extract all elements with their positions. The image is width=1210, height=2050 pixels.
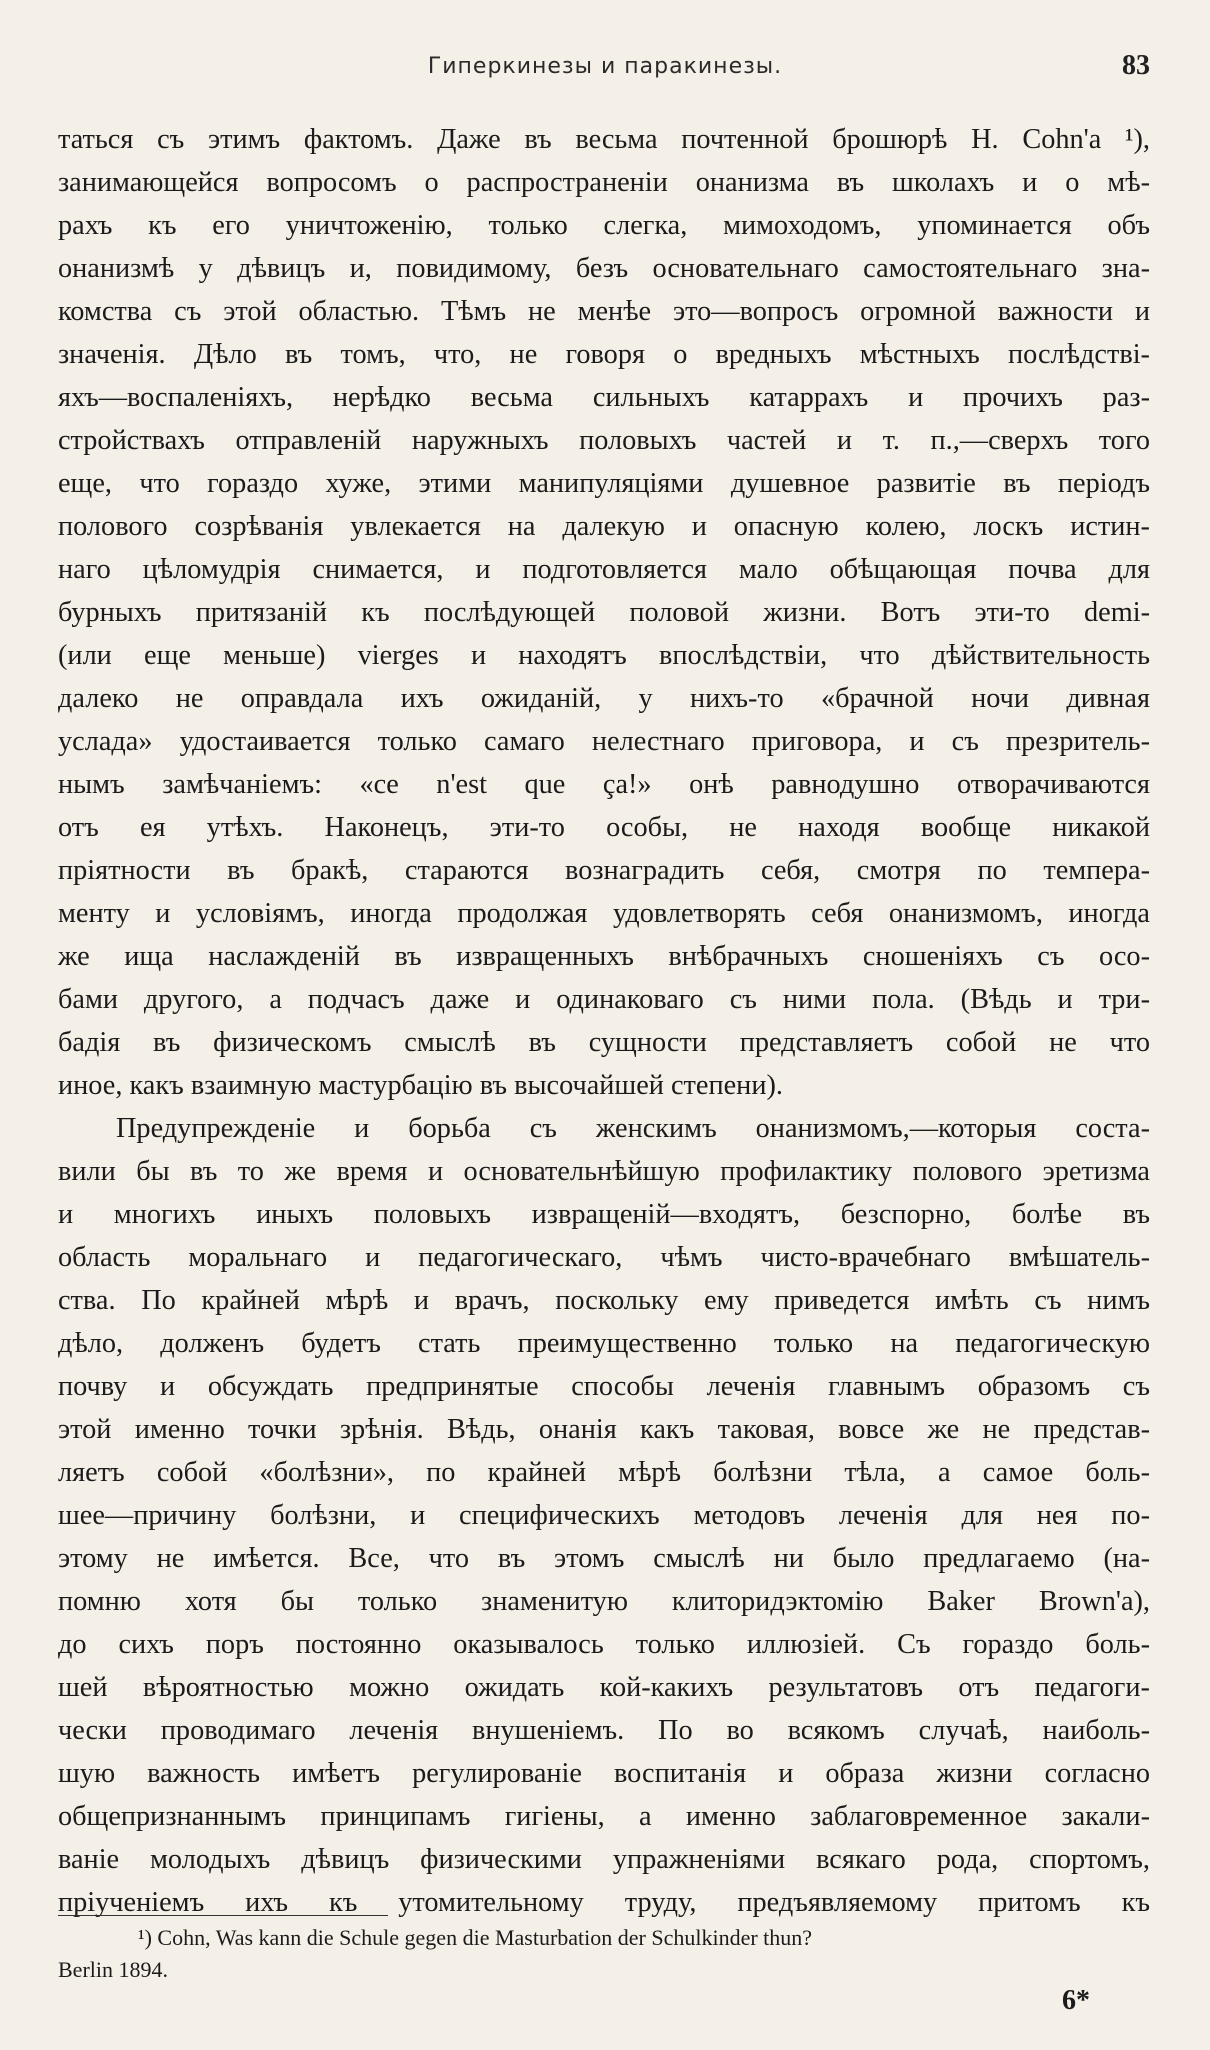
text-line: наго цѣломудрія снимается, и подготовляется мало обѣщающая почва для bbox=[58, 554, 1150, 585]
text-line: вили бы въ то же время и основательнѣйшую профилактику полового эретизма bbox=[58, 1156, 1150, 1187]
text-line: шую важность имѣетъ регулированіе воспитанія и образа жизни согласно bbox=[58, 1758, 1150, 1789]
text-line: полового созрѣванія увлекается на далекую и опасную колею, лоскъ истин- bbox=[58, 511, 1150, 542]
body-text bbox=[58, 118, 1150, 1924]
text-line: дѣло, долженъ будетъ стать преимущественно только на педагогическую bbox=[58, 1328, 1150, 1359]
text-line: значенія. Дѣло въ томъ, что, не говоря о вредныхъ мѣстныхъ послѣдстві- bbox=[58, 339, 1150, 370]
text-line: иное, какъ взаимную мастурбацію въ высочайшей степени). bbox=[58, 1070, 783, 1101]
text-line: бами другого, а подчасъ даже и одинаковаго съ ними пола. (Вѣдь и три- bbox=[58, 984, 1150, 1015]
text-line: далеко не оправдала ихъ ожиданій, у нихъ-то «брачной ночи дивная bbox=[58, 683, 1150, 714]
text-line: помню хотя бы только знаменитую клиторидэктомію Baker Brown'a), bbox=[58, 1586, 1150, 1617]
text-line: до сихъ поръ постоянно оказывалось только иллюзіей. Съ гораздо боль- bbox=[58, 1629, 1150, 1660]
text-line: ства. По крайней мѣрѣ и врачъ, поскольку ему приведется имѣть съ нимъ bbox=[58, 1285, 1150, 1316]
text-line: яхъ—воспаленіяхъ, нерѣдко весьма сильныхъ катаррахъ и прочихъ раз- bbox=[58, 382, 1150, 413]
text-line: (или еще меньше) vierges и находятъ впослѣдствіи, что дѣйствительность bbox=[58, 640, 1150, 671]
text-line: менту и условіямъ, иногда продолжая удовлетворять себя онанизмомъ, иногда bbox=[58, 898, 1150, 929]
text-line: еще, что гораздо хуже, этими манипуляціями душевное развитіе въ періодъ bbox=[58, 468, 1150, 499]
text-line: общепризнаннымъ принципамъ гигіены, а именно заблаговременное закали- bbox=[58, 1801, 1150, 1832]
text-line: область моральнаго и педагогическаго, чѣмъ чисто-врачебнаго вмѣшатель- bbox=[58, 1242, 1150, 1273]
text-line: ваніе молодыхъ дѣвицъ физическими упражненіями всякаго рода, спортомъ, bbox=[58, 1844, 1150, 1875]
text-line: бадія въ физическомъ смыслѣ въ сущности представляетъ собой не что bbox=[58, 1027, 1150, 1058]
text-line: пріученіемъ ихъ къ утомительному труду, предъявляемому притомъ къ bbox=[58, 1887, 1150, 1918]
text-line: этой именно точки зрѣнія. Вѣдь, онанія какъ таковая, вовсе же не представ- bbox=[58, 1414, 1150, 1445]
text-line: таться съ этимъ фактомъ. Даже въ весьма почтенной брошюрѣ H. Cohn'a ¹), bbox=[58, 124, 1150, 155]
text-line: отъ ея утѣхъ. Наконецъ, эти-то особы, не находя вообще никакой bbox=[58, 812, 1150, 843]
footnote bbox=[58, 1922, 1150, 1986]
text-line: же ища наслажденій въ извращенныхъ внѣбрачныхъ сношеніяхъ съ осо- bbox=[58, 941, 1150, 972]
footnote-line: ¹) Cohn, Was kann die Schule gegen die Masturbation der Schulkinder thun? bbox=[138, 1925, 813, 1950]
text-line: бурныхъ притязаній къ послѣдующей половой жизни. Вотъ эти-то demi- bbox=[58, 597, 1150, 628]
text-line: занимающейся вопросомъ о распространеніи онанизма въ школахъ и о мѣ- bbox=[58, 167, 1150, 198]
text-line: шей вѣроятностью можно ожидать кой-какихъ результатовъ отъ педагоги- bbox=[58, 1672, 1150, 1703]
text-line: пріятности въ бракѣ, стараются вознаградить себя, смотря по темпера- bbox=[58, 855, 1150, 886]
footnote-line: Berlin 1894. bbox=[58, 1957, 168, 1982]
text-line: Предупрежденіе и борьба съ женскимъ онанизмомъ,—которыя соста- bbox=[116, 1113, 1150, 1144]
signature-mark: 6* bbox=[1062, 1985, 1090, 2016]
footnote-rule bbox=[58, 1915, 388, 1916]
text-line: услада» удостаивается только самаго нелестнаго приговора, и съ презритель- bbox=[58, 726, 1150, 757]
text-line: почву и обсуждать предпринятые способы леченія главнымъ образомъ съ bbox=[58, 1371, 1150, 1402]
text-line: комства съ этой областью. Тѣмъ не менѣе это—вопросъ огромной важности и bbox=[58, 296, 1150, 327]
running-header bbox=[60, 48, 1150, 88]
text-line: онанизмѣ у дѣвицъ и, повидимому, безъ основательнаго самостоятельнаго зна- bbox=[58, 253, 1150, 284]
text-line: рахъ къ его уничтоженію, только слегка, мимоходомъ, упоминается объ bbox=[58, 210, 1150, 241]
header-title: Гиперкинезы и паракинезы. bbox=[427, 54, 783, 79]
text-line: стройствахъ отправленій наружныхъ половыхъ частей и т. п.,—сверхъ того bbox=[58, 425, 1150, 456]
text-line: шее—причину болѣзни, и специфическихъ методовъ леченія для нея по- bbox=[58, 1500, 1150, 1531]
text-line: этому не имѣется. Все, что въ этомъ смыслѣ ни было предлагаемо (на- bbox=[58, 1543, 1150, 1574]
text-line: и многихъ иныхъ половыхъ извращеній—входятъ, безспорно, болѣе въ bbox=[58, 1199, 1150, 1230]
text-line: нымъ замѣчаніемъ: «ce n'est que ça!» онѣ равнодушно отворачиваются bbox=[58, 769, 1150, 800]
text-line: чески проводимаго леченія внушеніемъ. По во всякомъ случаѣ, наиболь- bbox=[58, 1715, 1150, 1746]
text-line: ляетъ собой «болѣзни», по крайней мѣрѣ болѣзни тѣла, а самое боль- bbox=[58, 1457, 1150, 1488]
page-number: 83 bbox=[1122, 50, 1150, 81]
